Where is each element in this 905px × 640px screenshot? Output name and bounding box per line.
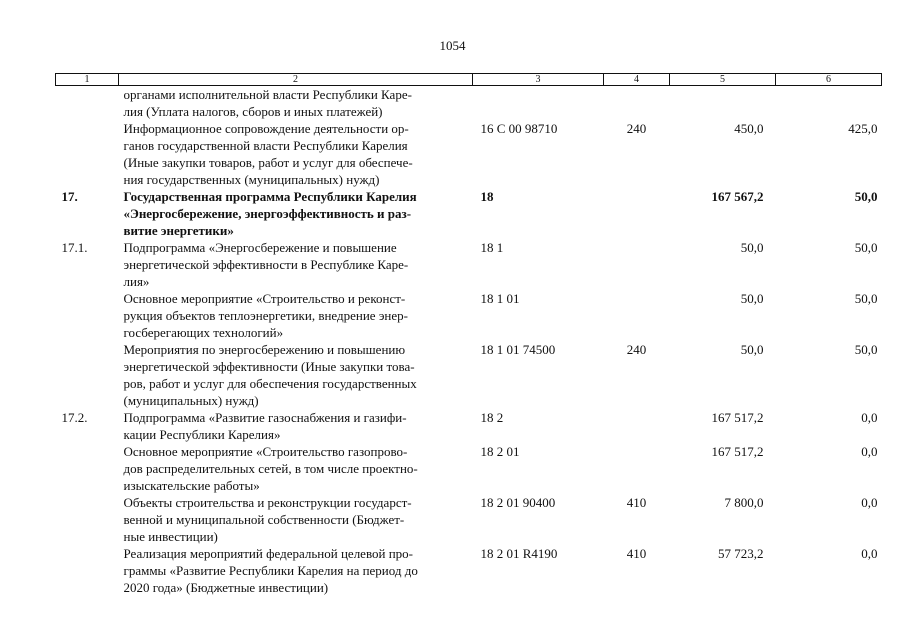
row-number [56,341,119,409]
row-description: Основное мероприятие «Строительство и реконст- рукция объектов теплоэнергетики, внедрение энер- госберегающих технологий» [123,291,408,340]
row-number: 17.2. [61,410,88,425]
row-expense-type: 240 [626,342,647,357]
row-amount-col6: 425,0 [848,121,878,136]
row-description: Информационное сопровождение деятельности ор- ганов государственной власти Республики Карелия (Иные закупки товаров, работ и услуг для обеспече- ния государственных (муниципальных) нужд) [123,121,413,187]
column-header-6: 6 [776,74,882,86]
row-code: 18 2 01 90400 [480,495,556,510]
row-amount-col5 [670,86,776,121]
row-description: Мероприятия по энергосбережению и повышению энергетической эффективности (Иные закупки това- ров, работ и услуг для обеспечения государственных (муниципальных) нужд) [123,342,417,408]
column-header-4: 4 [604,74,670,86]
row-number [56,494,119,545]
row-code: 18 1 01 [480,291,520,306]
row-code: 18 1 [480,240,504,255]
table-header [56,74,882,86]
row-amount-col5: 167 517,2 [711,444,764,459]
row-amount-col5: 167 567,2 [711,189,764,204]
table-row [56,188,882,239]
row-number: 17. [61,189,78,204]
row-amount-col5: 50,0 [740,342,764,357]
row-amount-col5: 50,0 [740,291,764,306]
row-amount-col5: 57 723,2 [718,546,764,561]
table-row [56,545,882,596]
row-number [56,290,119,341]
row-expense-type: 410 [626,495,647,510]
row-number [56,443,119,494]
row-code: 18 1 01 74500 [480,342,556,357]
row-amount-col5: 50,0 [740,240,764,255]
row-amount-col6: 50,0 [854,189,878,204]
row-number [56,545,119,596]
column-header-3: 3 [473,74,604,86]
row-expense-type [604,86,670,121]
column-header-5: 5 [670,74,776,86]
row-amount-col6: 50,0 [854,342,878,357]
row-amount-col6: 50,0 [854,291,878,306]
table-row [56,120,882,188]
page-number: 1054 [439,38,466,53]
budget-table [55,73,882,596]
row-description: органами исполнительной власти Республики Каре- лия (Уплата налогов, сборов и иных платежей) [123,87,412,119]
row-expense-type [604,188,670,239]
row-number [56,120,119,188]
row-code: 18 2 01 R4190 [480,546,558,561]
row-code: 16 С 00 98710 [480,121,558,136]
row-expense-type [604,409,670,443]
row-expense-type: 410 [626,546,647,561]
row-amount-col5: 167 517,2 [711,410,764,425]
column-header-2: 2 [119,74,473,86]
table-row [56,290,882,341]
row-amount-col6: 0,0 [861,410,878,425]
table-body [56,86,882,597]
table-row [56,341,882,409]
row-expense-type [604,290,670,341]
row-number: 17.1. [61,240,88,255]
row-code: 18 2 01 [480,444,520,459]
row-amount-col6: 0,0 [861,444,878,459]
row-code [473,86,604,121]
row-amount-col6: 0,0 [861,495,878,510]
table-row [56,239,882,290]
row-description: Подпрограмма «Развитие газоснабжения и газифи- кации Республики Карелия» [123,410,407,442]
table-row [56,443,882,494]
column-header-1: 1 [56,74,119,86]
row-number [56,86,119,121]
row-description: Основное мероприятие «Строительство газопрово- дов распределительных сетей, в том числе проектно- изыскательские работы» [123,444,418,493]
row-amount-col6 [776,86,882,121]
row-amount-col6: 0,0 [861,546,878,561]
table-row [56,409,882,443]
row-expense-type: 240 [626,121,647,136]
table-row [56,494,882,545]
row-description: Государственная программа Республики Карелия «Энергосбережение, энергоэффективность и раз- витие энергетики» [123,189,417,238]
row-amount-col6: 50,0 [854,240,878,255]
row-amount-col5: 7 800,0 [724,495,764,510]
table-row [56,86,882,121]
row-description: Подпрограмма «Энергосбережение и повышение энергетической эффективности в Республике Каре- лия» [123,240,409,289]
row-description: Объекты строительства и реконструкции государст- венной и муниципальной собственности (Бюджет- ные инвестиции) [123,495,412,544]
row-code: 18 [480,189,494,204]
row-code: 18 2 [480,410,504,425]
row-expense-type [604,443,670,494]
row-description: Реализация мероприятий федеральной целевой про- граммы «Развитие Республики Карелия на период до 2020 года» (Бюджетные инвестиции) [123,546,418,595]
row-expense-type [604,239,670,290]
row-amount-col5: 450,0 [734,121,764,136]
